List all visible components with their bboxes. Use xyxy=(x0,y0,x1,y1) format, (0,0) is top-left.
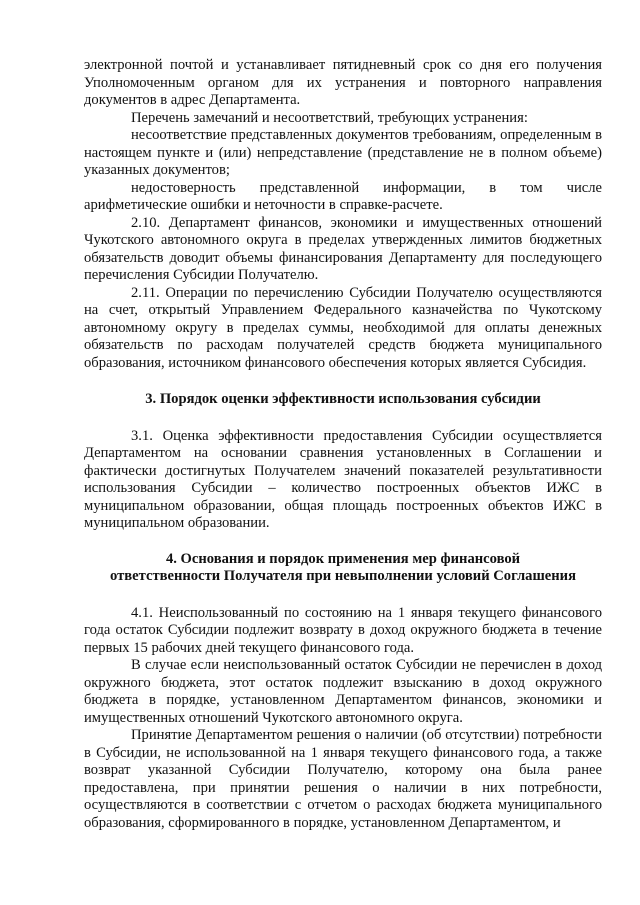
paragraph-remark-inaccuracy: недостоверность представленной информации, в том числе арифметические ошибки и неточности в справке-расчете. xyxy=(84,179,602,213)
document-body xyxy=(84,57,602,832)
paragraph-remark-mismatch: несоответствие представленных документов требованиям, определенным в настоящем пункте и (или) непредставление (представление не в полном объеме) указанных документов; xyxy=(84,127,602,178)
section-4-heading-line-1: 4. Основания и порядок применения мер финансовой xyxy=(165,550,521,567)
paragraph-2-10: 2.10. Департамент финансов, экономики и имущественных отношений Чукотского автономного округа в пределах утвержденных лимитов бюджетных обязательств доводит объемы финансирования Департаменту для последующего перечисления Субсидии Получателю. xyxy=(84,214,602,283)
paragraph-3-1: 3.1. Оценка эффективности предоставления Субсидии осуществляется Департаментом на основании сравнения установленных в Соглашении и фактически достигнутых Получателем значений показателей результативности использования Субсидии – количество построенных объектов ИЖС в муниципальном образовании, общая площадь построенных объектов ИЖС в муниципальном образовании. xyxy=(84,427,602,531)
section-4-heading-line-2: ответственности Получателя при невыполнении условий Соглашения xyxy=(110,568,576,584)
paragraph-4-1: 4.1. Неиспользованный по состоянию на 1 января текущего финансового года остаток Субсидии подлежит возврату в доход окружного бюджета в течение первых 15 рабочих дней текущего финансового года. xyxy=(84,604,602,656)
paragraph-decision-need: Принятие Департаментом решения о наличии (об отсутствии) потребности в Субсидии, не использованной на 1 января текущего финансового года, а также возврат указанной Субсидии Получателю, которому она была ранее предоставлена, при принятии решения о наличии в них потребности, осуществляются в соответствии с отчетом о расходах бюджета муниципального образования, сформированного в порядке, установленном Департаментом, и xyxy=(84,727,602,831)
section-4-heading xyxy=(84,551,602,586)
paragraph-2-11: 2.11. Операции по перечислению Субсидии Получателю осуществляются на счет, открытый Управлением Федерального казначейства по Чукотскому автономному округу в пределах суммы, необходимой для оплаты денежных обязательств по расходам получателей средств бюджета муниципального образования, источником финансового обеспечения которых является Субсидия. xyxy=(84,284,602,371)
paragraph-remarks-list-intro: Перечень замечаний и несоответствий, требующих устранения: xyxy=(131,109,528,126)
paragraph-continuation: электронной почтой и устанавливает пятидневный срок со дня его получения Уполномоченным органом для их устранения и повторного направления документов в адрес Департамента. xyxy=(84,57,602,108)
paragraph-unspent-balance: В случае если неиспользованный остаток Субсидии не перечислен в доход окружного бюджета, этот остаток подлежит взысканию в доход окружного бюджета в порядке, установленном Департаментом финансов, экономики и имущественных отношений Чукотского автономного округа. xyxy=(84,657,602,726)
section-3-heading: 3. Порядок оценки эффективности использования субсидии xyxy=(145,391,541,407)
